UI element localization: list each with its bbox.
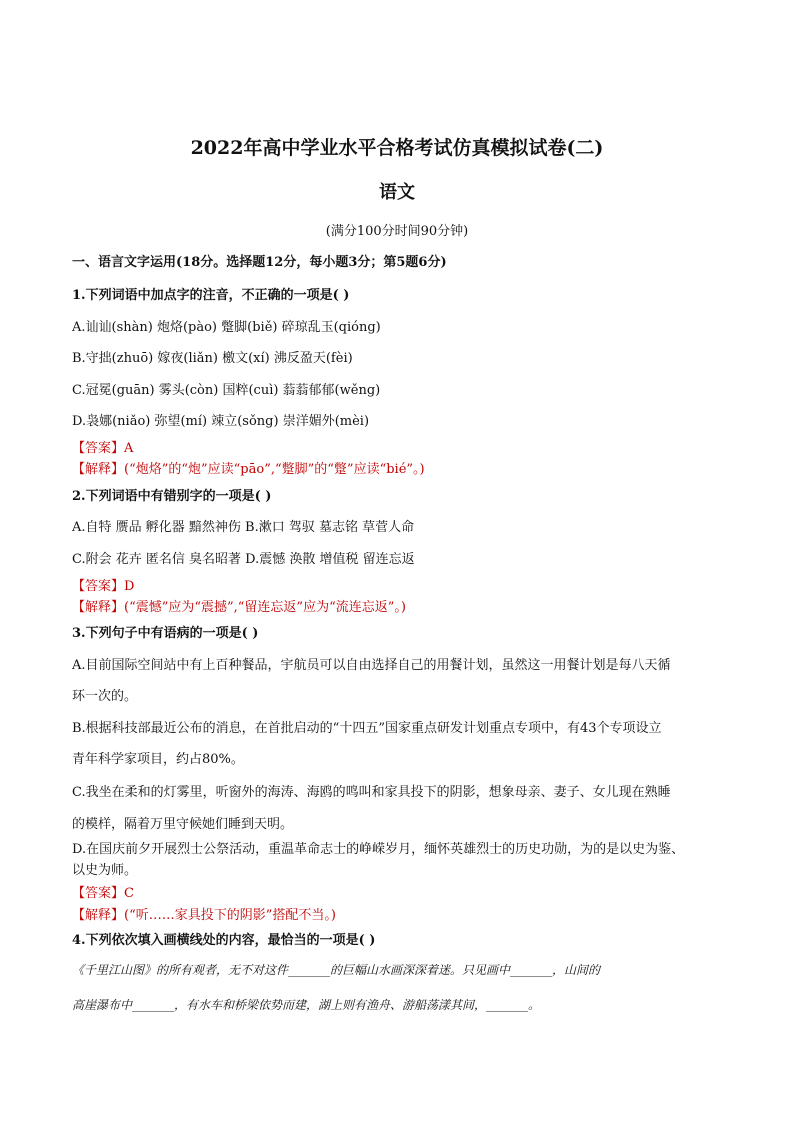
question-3-option-c-line1: C.我坐在柔和的灯雾里，听窗外的海涛、海鸥的鸣叫和家具投下的阴影，想象母亲、妻子、女儿现在熟睡 — [72, 785, 671, 800]
question-3-option-c-line2: 的模样，隔着万里守候她们睡到天明。 — [72, 817, 294, 832]
section-heading: 一、语言文字运用(18分。选择题12分，每小题3分；第5题6分) — [72, 255, 447, 270]
question-1-answer: 【答案】A — [72, 441, 134, 456]
question-4-passage-line1: 《千里江山图》的所有观者，无不对这件_______的巨幅山水画深深着迷。只见画中_______，山间的 — [72, 963, 601, 977]
question-4-stem: 4.下列依次填入画横线处的内容，最恰当的一项是( ) — [72, 933, 376, 948]
question-3-option-a-line2: 环一次的。 — [72, 689, 138, 704]
subject-title: 语文 — [379, 182, 415, 203]
question-4-passage-line2: 高崖瀑布中_______，有水车和桥梁依势而建，湖上则有渔舟、游船荡漾其间，_______。 — [72, 998, 541, 1012]
question-2-answer: 【答案】D — [72, 579, 135, 594]
page-title: 2022年高中学业水平合格考试仿真模拟试卷(二) — [190, 137, 604, 159]
question-3-answer: 【答案】C — [72, 886, 134, 901]
question-3-option-a-line1: A.目前国际空间站中有上百种餐品，宇航员可以自由选择自己的用餐计划，虽然这一用餐计划是每八天循 — [72, 658, 671, 673]
question-3-stem: 3.下列句子中有语病的一项是( ) — [72, 626, 259, 641]
question-2-explanation: 【解释】(“震憾”应为“震撼”,“留连忘返”应为“流连忘返”。) — [72, 600, 406, 615]
question-1-explanation: 【解释】(“炮烙”的“炮”应读“pāo”,“蹩脚”的“蹩”应读“bié”。) — [72, 462, 425, 477]
question-3-option-b-line1: B.根据科技部最近公布的消息，在首批启动的“十四五”国家重点研发计划重点专项中，有43个专项设立 — [72, 721, 662, 736]
question-3-explanation: 【解释】(“听……家具投下的阴影”搭配不当。) — [72, 908, 336, 923]
question-3-option-b-line2: 青年科学家项目，约占80%。 — [72, 752, 244, 767]
question-3-option-d-line1: D.在国庆前夕开展烈士公祭活动，重温革命志士的峥嵘岁月，缅怀英雄烈士的历史功勋，为的是以史为鉴、 — [72, 842, 685, 857]
question-2-options-cd: C.附会 花卉 匿名信 臭名昭著 D.震憾 涣散 增值税 留连忘返 — [72, 552, 415, 567]
question-1-option-d: D.袅娜(niǎo) 弥望(mí) 竦立(sǒng) 崇洋媚外(mèi) — [72, 414, 370, 429]
question-1-stem: 1.下列词语中加点字的注音，不正确的一项是( ) — [72, 288, 350, 303]
question-1-option-b: B.守拙(zhuō) 嫁夜(liǎn) 檄文(xí) 沸反盈天(fèi) — [72, 351, 353, 366]
question-2-stem: 2.下列词语中有错别字的一项是( ) — [72, 489, 272, 504]
question-3-option-d-line2: 以史为师。 — [72, 863, 138, 878]
question-1-option-a: A.讪讪(shàn) 炮烙(pào) 蹩脚(biě) 碎琼乱玉(qióng) — [72, 320, 381, 335]
score-time-note: (满分100分时间90分钟) — [325, 224, 469, 239]
question-1-option-c: C.冠冕(guān) 雾头(còn) 国粹(cuì) 蓊蓊郁郁(wěng) — [72, 383, 381, 398]
question-2-options-ab: A.自特 赝品 孵化器 黯然神伤 B.漱口 驾驭 墓志铭 草菅人命 — [72, 520, 415, 535]
